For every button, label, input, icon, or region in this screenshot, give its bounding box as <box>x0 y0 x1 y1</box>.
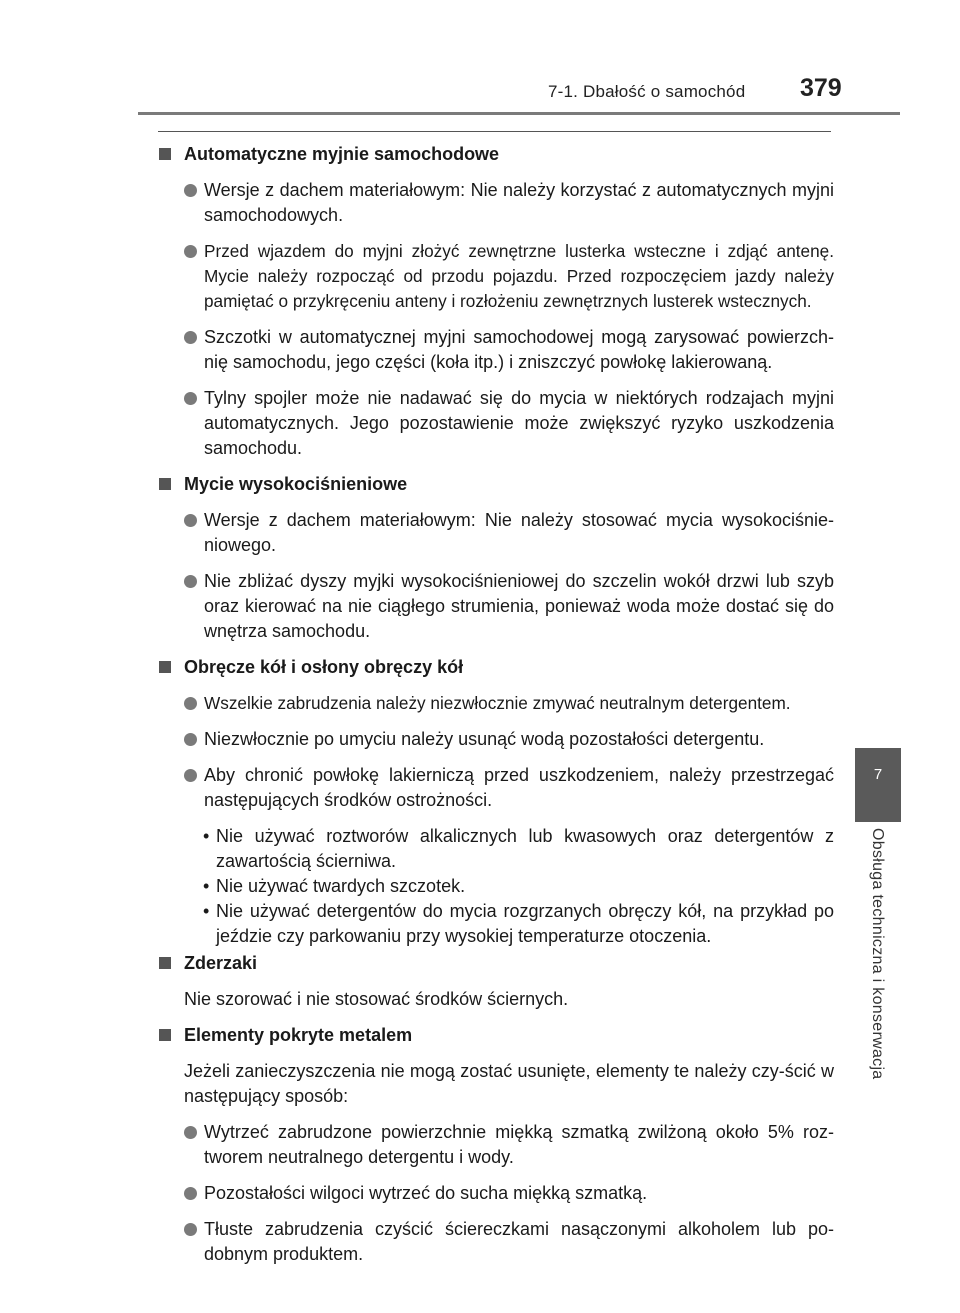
bullet-item: Tłuste zabrudzenia czyścić ściereczkami nasączonymi alkoholem lub po-dobnym produktem. <box>158 1217 834 1267</box>
content-top-rule <box>158 131 831 132</box>
bullet-item: Aby chronić powłokę lakierniczą przed uszkodzeniem, należy przestrzegać następujących środków ostrożności. <box>158 763 834 813</box>
section-heading: Mycie wysokociśnieniowe <box>158 472 834 497</box>
bullet-item: Tylny spojler może nie nadawać się do mycia w niektórych rodzajach myjni automatycznych. Jego pozostawienie może zwiększyć ryzyko uszkodzenia samochodu. <box>158 386 834 461</box>
sub-list-item: • Nie używać roztworów alkalicznych lub kwasowych oraz detergentów z zawartością ścierniwa. <box>158 824 834 874</box>
bullet-item: Nie zbliżać dyszy myjki wysokociśnieniowej do szczelin wokół drzwi lub szyb oraz kierować na nie ciągłego strumienia, ponieważ woda może dostać się do wnętrza samochodu. <box>158 569 834 644</box>
bullet-item: Wytrzeć zabrudzone powierzchnie miękką szmatką zwilżoną około 5% roz-tworem neutralnego detergentu i wody. <box>158 1120 834 1170</box>
chapter-tab <box>855 748 901 822</box>
bullet-item: Szczotki w automatycznej myjni samochodowej mogą zarysować powierzch-nię samochodu, jego części (koła itp.) i zniszczyć powłokę lakierowaną. <box>158 325 834 375</box>
section-heading: Elementy pokryte metalem <box>158 1023 834 1048</box>
chapter-tab-label: Obsługa techniczna i konserwacja <box>869 828 886 1080</box>
bullet-item: Wszelkie zabrudzenia należy niezwłocznie zmywać neutralnym detergentem. <box>158 691 834 716</box>
header-rule <box>138 112 900 115</box>
section-heading: Obręcze kół i osłony obręczy kół <box>158 655 834 680</box>
page-number: 379 <box>800 74 842 102</box>
chapter-tab-number: 7 <box>873 766 883 783</box>
section-heading: Zderzaki <box>158 951 834 976</box>
bullet-item: Pozostałości wilgoci wytrzeć do sucha miękką szmatką. <box>158 1181 834 1206</box>
body-paragraph: Nie szorować i nie stosować środków ściernych. <box>184 989 569 1009</box>
section-heading: Automatyczne myjnie samochodowe <box>158 142 834 167</box>
bullet-item: Wersje z dachem materiałowym: Nie należy stosować mycia wysokociśnie-niowego. <box>158 508 834 558</box>
bullet-item: Wersje z dachem materiałowym: Nie należy korzystać z automatycznych myjni samochodowych. <box>158 178 834 228</box>
bullet-item: Przed wjazdem do myjni złożyć zewnętrzne lusterka wsteczne i zdjąć antenę. Mycie należy rozpocząć od przodu pojazdu. Przed rozpoczęciem jazdy należy pamiętać o przykręceniu anteny i rozłożeniu zewnętrznych lusterek wstecznych. <box>158 239 834 314</box>
sub-list-item: • Nie używać detergentów do mycia rozgrzanych obręczy kół, na przykład po jeździe czy parkowaniu przy wysokiej temperaturze otoczenia. <box>158 899 834 949</box>
body-paragraph: Jeżeli zanieczyszczenia nie mogą zostać usunięte, elementy te należy czy-ścić w następujący sposób: <box>184 1061 834 1106</box>
sub-list-item: • Nie używać twardych szczotek. <box>158 874 834 899</box>
running-header-section: 7-1. Dbałość o samochód <box>548 82 746 101</box>
bullet-item: Niezwłocznie po umyciu należy usunąć wodą pozostałości detergentu. <box>158 727 834 752</box>
page-content <box>158 142 834 1278</box>
